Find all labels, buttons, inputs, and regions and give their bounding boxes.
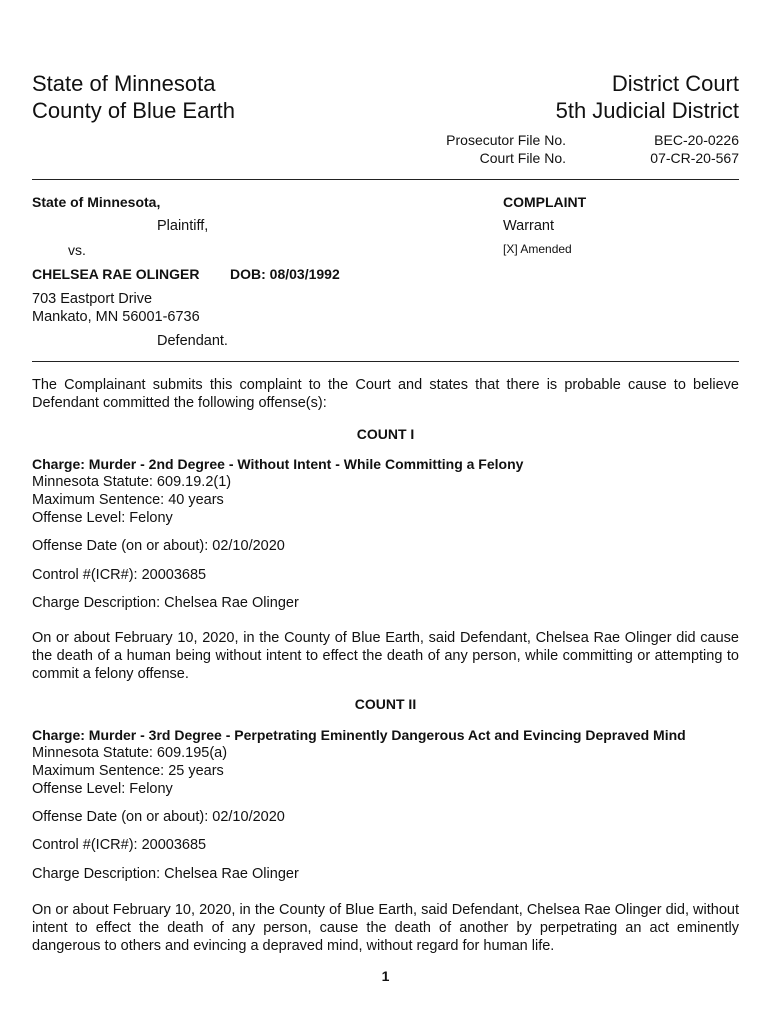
count-2-control-number: Control #(ICR#): 20003685 [32,837,207,853]
defendant-role: Defendant. [157,333,228,349]
amended-checkbox-label: [X] Amended [503,242,572,256]
count-2-charge-description: Charge Description: Chelsea Rae Olinger [32,866,299,882]
defendant-dob: DOB: 08/03/1992 [230,266,340,282]
count-1-control-number: Control #(ICR#): 20003685 [32,567,207,583]
count-2-statute: Minnesota Statute: 609.195(a) [32,745,228,761]
count-2-max-sentence: Maximum Sentence: 25 years [32,763,224,779]
count-1-offense-date: Offense Date (on or about): 02/10/2020 [32,538,285,554]
count-1-offense-level: Offense Level: Felony [32,510,173,526]
header-state: State of Minnesota [32,71,216,96]
plaintiff-role: Plaintiff, [157,218,209,234]
count-2-charge: Charge: Murder - 3rd Degree - Perpetrating Eminently Dangerous Act and Evincing Depraved Mind [32,727,686,743]
count-2-narrative: On or about February 10, 2020, in the County of Blue Earth, said Defendant, Chelsea Rae Olinger did, without intent to effect the death of any person, cause the death of another by perpetrating an act eminently dangerous to others and evincing a depraved mind, without regard for human life. [32,902,739,954]
prosecutor-file-number: BEC-20-0226 [654,132,739,148]
warrant-label: Warrant [503,218,555,234]
count-2-offense-level: Offense Level: Felony [32,781,173,797]
caption-divider [32,361,739,362]
count-1-statute: Minnesota Statute: 609.19.2(1) [32,474,232,490]
prosecutor-file-label: Prosecutor File No. [446,132,566,148]
count-1-title: COUNT I [356,426,415,442]
count-2-title: COUNT II [354,696,417,712]
defendant-name: CHELSEA RAE OLINGER [32,266,200,282]
intro-paragraph: The Complainant submits this complaint to the Court and states that there is probable cause to believe Defendant committed the following offense(s): [32,377,739,411]
document-type: COMPLAINT [503,194,587,210]
court-file-number: 07-CR-20-567 [650,150,739,166]
court-file-label: Court File No. [479,150,566,166]
plaintiff-name: State of Minnesota, [32,194,161,210]
versus-label: vs. [68,242,86,258]
page-number: 1 [381,968,390,984]
count-2-offense-date: Offense Date (on or about): 02/10/2020 [32,809,285,825]
count-1-max-sentence: Maximum Sentence: 40 years [32,492,224,508]
count-1-narrative: On or about February 10, 2020, in the County of Blue Earth, said Defendant, Chelsea Rae Olinger did cause the death of a human being without intent to effect the death of any person, while committing or attempting to commit a felony offense. [32,630,739,682]
defendant-address-line2: Mankato, MN 56001-6736 [32,309,200,325]
count-1-charge: Charge: Murder - 2nd Degree - Without Intent - While Committing a Felony [32,456,524,472]
header-divider [32,179,739,180]
defendant-address-line1: 703 Eastport Drive [32,291,153,307]
header-district: 5th Judicial District [555,98,739,123]
count-1-charge-description: Charge Description: Chelsea Rae Olinger [32,595,299,611]
header-court: District Court [611,71,739,96]
header-county: County of Blue Earth [32,98,236,123]
